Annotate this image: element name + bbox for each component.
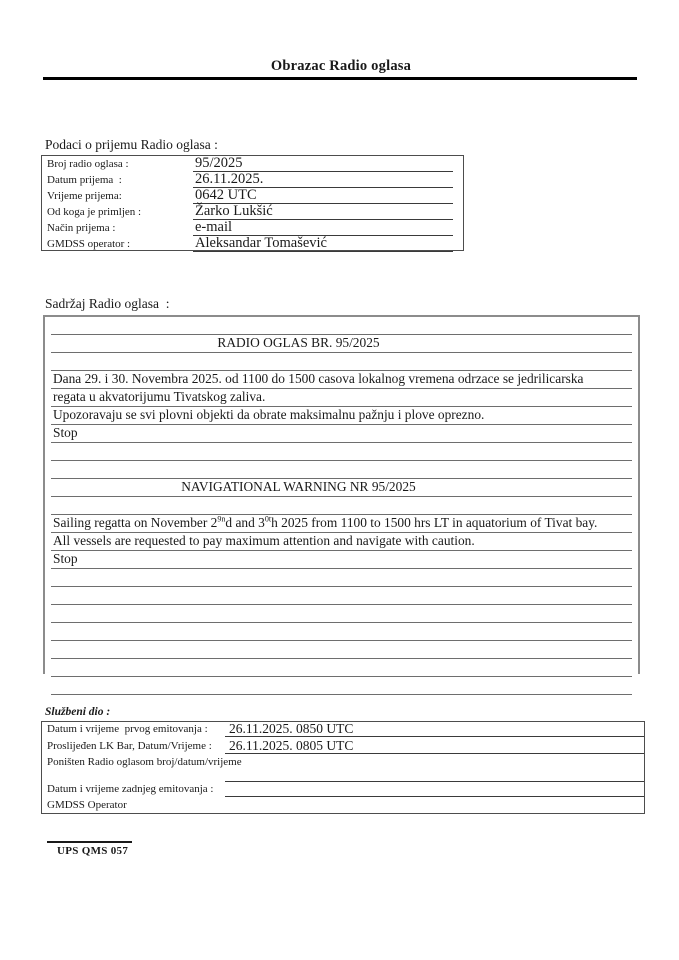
reception-row bbox=[42, 172, 463, 188]
content-line bbox=[51, 335, 632, 353]
content-line bbox=[51, 479, 632, 497]
field-label: Broj radio oglasa : bbox=[47, 158, 129, 170]
field-value: 26.11.2025. 0850 UTC bbox=[225, 721, 644, 737]
content-text: Upozoravaju se svi plovni objekti da obrate maksimalnu pažnju i plove oprezno. bbox=[53, 407, 485, 422]
field-value: 26.11.2025. bbox=[193, 172, 453, 188]
field-value bbox=[225, 781, 644, 797]
field-value: e-mail bbox=[193, 220, 453, 236]
content-text: d and 3 bbox=[225, 515, 265, 530]
content-line bbox=[51, 443, 632, 461]
reception-table bbox=[41, 155, 464, 251]
content-line bbox=[51, 569, 632, 587]
content-line bbox=[51, 659, 632, 677]
official-table bbox=[41, 721, 645, 814]
field-label: GMDSS Operator bbox=[47, 799, 127, 811]
field-label: Od koga je primljen : bbox=[47, 206, 142, 218]
content-text: h 2025 from 1100 to 1500 hrs LT in aquatorium of Tivat bay. bbox=[271, 515, 598, 530]
content-line bbox=[51, 587, 632, 605]
reception-row bbox=[42, 156, 463, 172]
content-text: All vessels are requested to pay maximum attention and navigate with caution. bbox=[53, 533, 475, 548]
content-line bbox=[51, 533, 632, 551]
field-label: GMDSS operator : bbox=[47, 238, 131, 250]
content-text: RADIO OGLAS BR. 95/2025 bbox=[217, 335, 380, 350]
field-value: Aleksandar Tomašević bbox=[193, 236, 453, 252]
field-value bbox=[225, 798, 644, 813]
field-label: Poništen Radio oglasom broj/datum/vrijeme bbox=[47, 756, 242, 768]
content-line bbox=[51, 551, 632, 569]
field-value: 95/2025 bbox=[193, 156, 453, 172]
reception-section-heading: Podaci o prijemu Radio oglasa : bbox=[45, 137, 218, 152]
content-box bbox=[43, 315, 640, 674]
content-line bbox=[51, 623, 632, 641]
content-line bbox=[51, 371, 632, 389]
content-text: regata u akvatorijumu Tivatskog zaliva. bbox=[53, 389, 266, 404]
content-line bbox=[51, 317, 632, 335]
content-text: Stop bbox=[53, 425, 78, 440]
content-line bbox=[51, 641, 632, 659]
page-title: Obrazac Radio oglasa bbox=[270, 58, 412, 74]
content-line bbox=[51, 515, 632, 533]
content-line bbox=[51, 389, 632, 407]
field-label: Datum i vrijeme prvog emitovanja : bbox=[47, 723, 208, 735]
footer-rule bbox=[47, 841, 132, 843]
field-label: Datum i vrijeme zadnjeg emitovanja : bbox=[47, 783, 214, 795]
reception-row bbox=[42, 204, 463, 220]
official-row bbox=[42, 782, 644, 797]
reception-row bbox=[42, 220, 463, 236]
content-line bbox=[51, 605, 632, 623]
title-rule bbox=[43, 77, 637, 80]
reception-row bbox=[42, 236, 463, 252]
content-line bbox=[51, 677, 632, 695]
content-text: Dana 29. i 30. Novembra 2025. od 1100 do 1500 casova lokalnog vremena odrzace se jedrilicarska bbox=[53, 371, 584, 386]
content-text: Stop bbox=[53, 551, 78, 566]
official-section-heading: Službeni dio : bbox=[45, 706, 111, 718]
official-row bbox=[42, 797, 644, 813]
field-value: Žarko Lukšić bbox=[193, 204, 453, 220]
content-text: Sailing regatta on November 2 bbox=[53, 515, 218, 530]
official-row bbox=[42, 722, 644, 737]
reception-row bbox=[42, 188, 463, 204]
field-value: 26.11.2025. 0805 UTC bbox=[225, 738, 644, 754]
field-label: Proslijeđen LK Bar, Datum/Vrijeme : bbox=[47, 740, 212, 752]
official-row bbox=[42, 737, 644, 754]
field-label: Način prijema : bbox=[47, 222, 116, 234]
official-row bbox=[42, 754, 644, 782]
content-line bbox=[51, 497, 632, 515]
content-line bbox=[51, 425, 632, 443]
document-code: UPS QMS 057 bbox=[57, 845, 129, 857]
ordinal-superscript: 0t bbox=[264, 514, 272, 524]
content-line bbox=[51, 353, 632, 371]
ordinal-superscript: 9n bbox=[217, 514, 226, 524]
content-section-heading: Sadržaj Radio oglasa : bbox=[45, 296, 170, 311]
content-text: NAVIGATIONAL WARNING NR 95/2025 bbox=[181, 479, 416, 494]
field-label: Vrijeme prijema: bbox=[47, 190, 122, 202]
field-value bbox=[225, 766, 644, 782]
field-label: Datum prijema : bbox=[47, 174, 122, 186]
content-line bbox=[51, 461, 632, 479]
field-value: 0642 UTC bbox=[193, 188, 453, 204]
content-line bbox=[51, 407, 632, 425]
